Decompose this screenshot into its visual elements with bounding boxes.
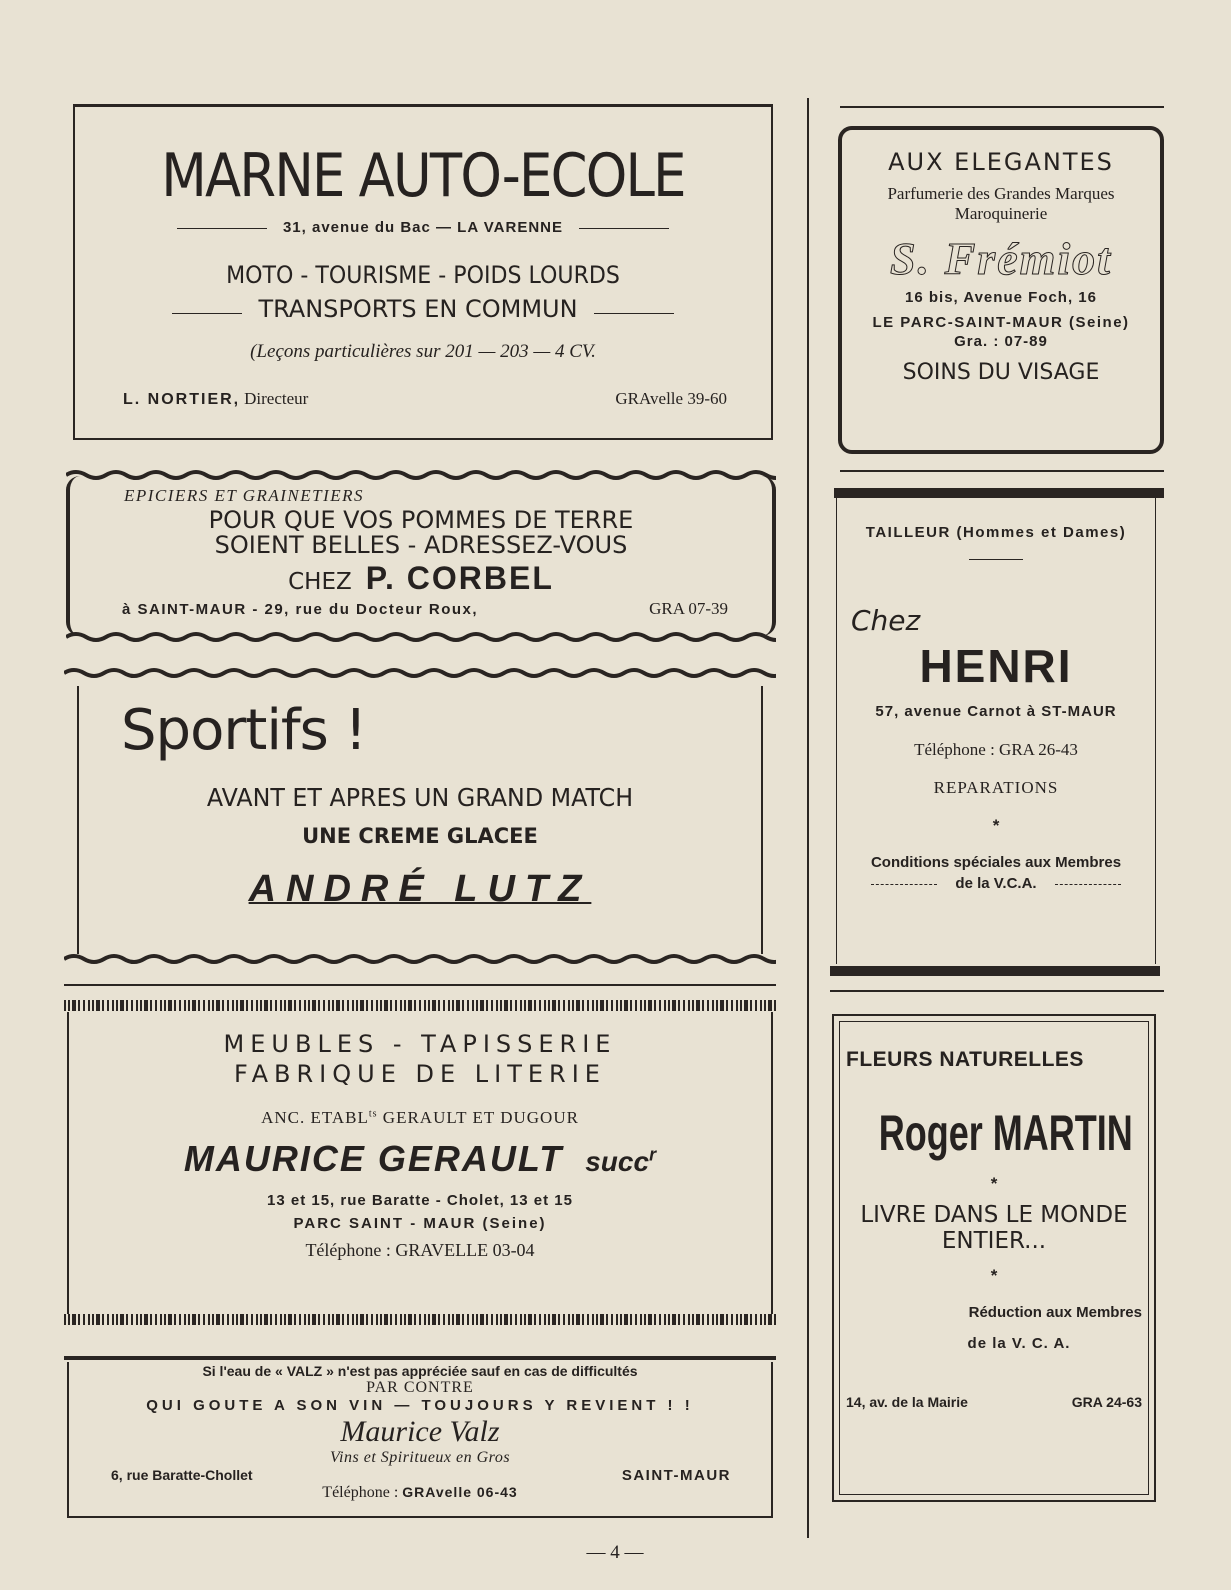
gerault-name-row [69, 1138, 771, 1180]
fremiot-address1: 16 bis, Avenue Foch, 16 [905, 289, 1097, 306]
corbel-phone: GRA 07-39 [649, 599, 728, 618]
martin-line1: LIVRE DANS LE MONDE [860, 1202, 1128, 1228]
gerault-stripe-bottom [64, 1314, 776, 1325]
henri-rule-bottom-thin [830, 990, 1164, 992]
gerault-phone: Téléphone : GRAVELLE 03-04 [305, 1240, 535, 1260]
gerault-succ-text: succ [585, 1146, 650, 1177]
fremiot-line1: Parfumerie des Grandes Marques [887, 184, 1115, 203]
lutz-title: Sportifs ! [121, 698, 367, 763]
henri-phone: Téléphone : GRA 26-43 [914, 740, 1078, 759]
valz-sub: Vins et Spiritueux en Gros [329, 1449, 511, 1466]
ad-martin [832, 1014, 1156, 1502]
marne-footer-row [123, 389, 727, 409]
lutz-line2: UNE CREME GLACEE [302, 824, 538, 848]
marne-rule2-left [172, 313, 242, 314]
corbel-name-row [70, 560, 772, 597]
gerault-address2: PARC SAINT - MAUR (Seine) [293, 1215, 547, 1232]
fremiot-line2: Maroquinerie [954, 204, 1048, 223]
corbel-address: à SAINT-MAUR - 29, rue du Docteur Roux, [122, 601, 479, 618]
henri-name: HENRI [919, 640, 1073, 692]
gerault-address1: 13 et 15, rue Baratte - Cholet, 13 et 15 [267, 1192, 573, 1209]
marne-line2-row [75, 295, 771, 323]
marne-rule2-right [594, 313, 674, 314]
fremiot-phone: Gra. : 07-89 [954, 333, 1048, 350]
marne-rule-left [177, 228, 267, 229]
fremiot-title: AUX ELEGANTES [888, 148, 1114, 176]
gerault-stripe-top [64, 1000, 776, 1011]
valz-city: SAINT-MAUR [621, 1467, 731, 1484]
ad-lutz [77, 686, 763, 954]
lutz-name: ANDRÉ LUTZ [248, 868, 592, 910]
martin-star1: * [990, 1174, 998, 1193]
gerault-succ [585, 1146, 656, 1177]
gerault-name: MAURICE GERAULT [183, 1138, 564, 1179]
valz-phone-label: Téléphone : [322, 1484, 399, 1501]
henri-address: 57, avenue Carnot à ST-MAUR [875, 703, 1117, 720]
gerault-anc-sup: ts [368, 1108, 378, 1120]
corbel-wave-bottom [66, 630, 776, 644]
ad-valz [67, 1362, 773, 1518]
corbel-footer-row [122, 599, 728, 619]
page-number: — 4 — [586, 1542, 644, 1563]
henri-cond2-row [837, 875, 1155, 893]
valz-address: 6, rue Baratte-Chollet [111, 1467, 253, 1483]
marne-director-name: L. NORTIER, [123, 391, 241, 408]
ad-marne-auto-ecole [73, 104, 773, 440]
valz-rule-top [64, 1356, 776, 1360]
henri-heading: TAILLEUR (Hommes et Dames) [865, 524, 1127, 541]
fremiot-rule-bottom [840, 470, 1164, 472]
ad-gerault [67, 1012, 773, 1314]
corbel-heading: EPICIERS ET GRAINETIERS [124, 486, 365, 505]
fremiot-address2: LE PARC-SAINT-MAUR (Seine) [872, 314, 1130, 331]
henri-rule-top [834, 488, 1164, 498]
valz-name: Maurice Valz [340, 1415, 500, 1448]
marne-address-row [75, 219, 771, 237]
henri-rule-bottom [830, 966, 1160, 976]
lutz-wave-bottom [64, 952, 776, 966]
martin-name: Roger MARTIN [878, 1105, 1133, 1161]
martin-star2: * [990, 1266, 998, 1285]
lutz-wave-top [64, 666, 776, 680]
gerault-line1: MEUBLES - TAPISSERIE [223, 1030, 617, 1058]
column-divider [807, 98, 809, 1538]
henri-dash-right [1055, 884, 1121, 885]
gerault-line2: FABRIQUE DE LITERIE [234, 1060, 606, 1088]
fremiot-name: S. Frémiot [890, 233, 1112, 284]
gerault-anc-a: ANC. ETABL [261, 1108, 369, 1127]
valz-address-row [111, 1467, 731, 1484]
valz-line1: Si l'eau de « VALZ » n'est pas appréciée sauf en cas de difficultés [202, 1363, 638, 1379]
valz-phone-row [69, 1484, 771, 1502]
marne-director-title: Directeur [244, 389, 309, 408]
marne-director [123, 389, 308, 409]
fremiot-footer: SOINS DU VISAGE [902, 360, 1100, 385]
henri-service: REPARATIONS [933, 778, 1059, 797]
gerault-rule-top [64, 984, 776, 986]
henri-cond1: Conditions spéciales aux Membres [870, 854, 1122, 871]
martin-line2: ENTIER... [941, 1228, 1047, 1254]
marne-lessons: (Leçons particulières sur 201 — 203 — 4 CV. [250, 341, 596, 362]
marne-line1: MOTO - TOURISME - POIDS LOURDS [226, 261, 620, 289]
henri-chez: Chez [851, 604, 921, 637]
valz-line3: QUI GOUTE A SON VIN — TOUJOURS Y REVIENT ! ! [146, 1397, 694, 1414]
martin-heading: FLEURS NATURELLES [846, 1048, 1084, 1071]
marne-title: MARNE AUTO-ECOLE [161, 141, 685, 211]
marne-rule-right [579, 228, 669, 229]
gerault-anc [69, 1108, 771, 1128]
martin-red2: de la V. C. A. [967, 1335, 1071, 1352]
martin-address: 14, av. de la Mairie [846, 1394, 968, 1410]
henri-cond2: de la V.C.A. [955, 875, 1037, 892]
marne-address: 31, avenue du Bac — LA VARENNE [282, 219, 564, 236]
gerault-anc-b: GERAULT ET DUGOUR [377, 1108, 579, 1127]
marne-phone: GRAvelle 39-60 [615, 389, 727, 408]
corbel-name: P. CORBEL [365, 560, 554, 596]
henri-star: * [992, 816, 1000, 835]
corbel-chez: CHEZ [288, 569, 352, 595]
corbel-line1: POUR QUE VOS POMMES DE TERRE [208, 506, 634, 534]
valz-line2: PAR CONTRE [366, 1379, 474, 1396]
gerault-succ-sup: r [649, 1144, 657, 1165]
henri-dash-left [871, 884, 937, 885]
corbel-line2: SOIENT BELLES - ADRESSEZ-VOUS [214, 531, 628, 559]
martin-phone: GRA 24-63 [1071, 1394, 1142, 1410]
ad-fremiot [838, 126, 1164, 454]
lutz-line1: AVANT ET APRES UN GRAND MATCH [206, 783, 634, 812]
henri-divider [969, 559, 1023, 560]
ad-corbel [66, 476, 776, 636]
martin-red1: Réduction aux Membres [968, 1304, 1142, 1321]
martin-footer-row [846, 1394, 1142, 1410]
fremiot-rule-top [840, 106, 1164, 108]
valz-phone: GRAvelle 06-43 [402, 1484, 518, 1500]
marne-line2: TRANSPORTS EN COMMUN [258, 295, 578, 323]
ad-henri [836, 498, 1156, 964]
